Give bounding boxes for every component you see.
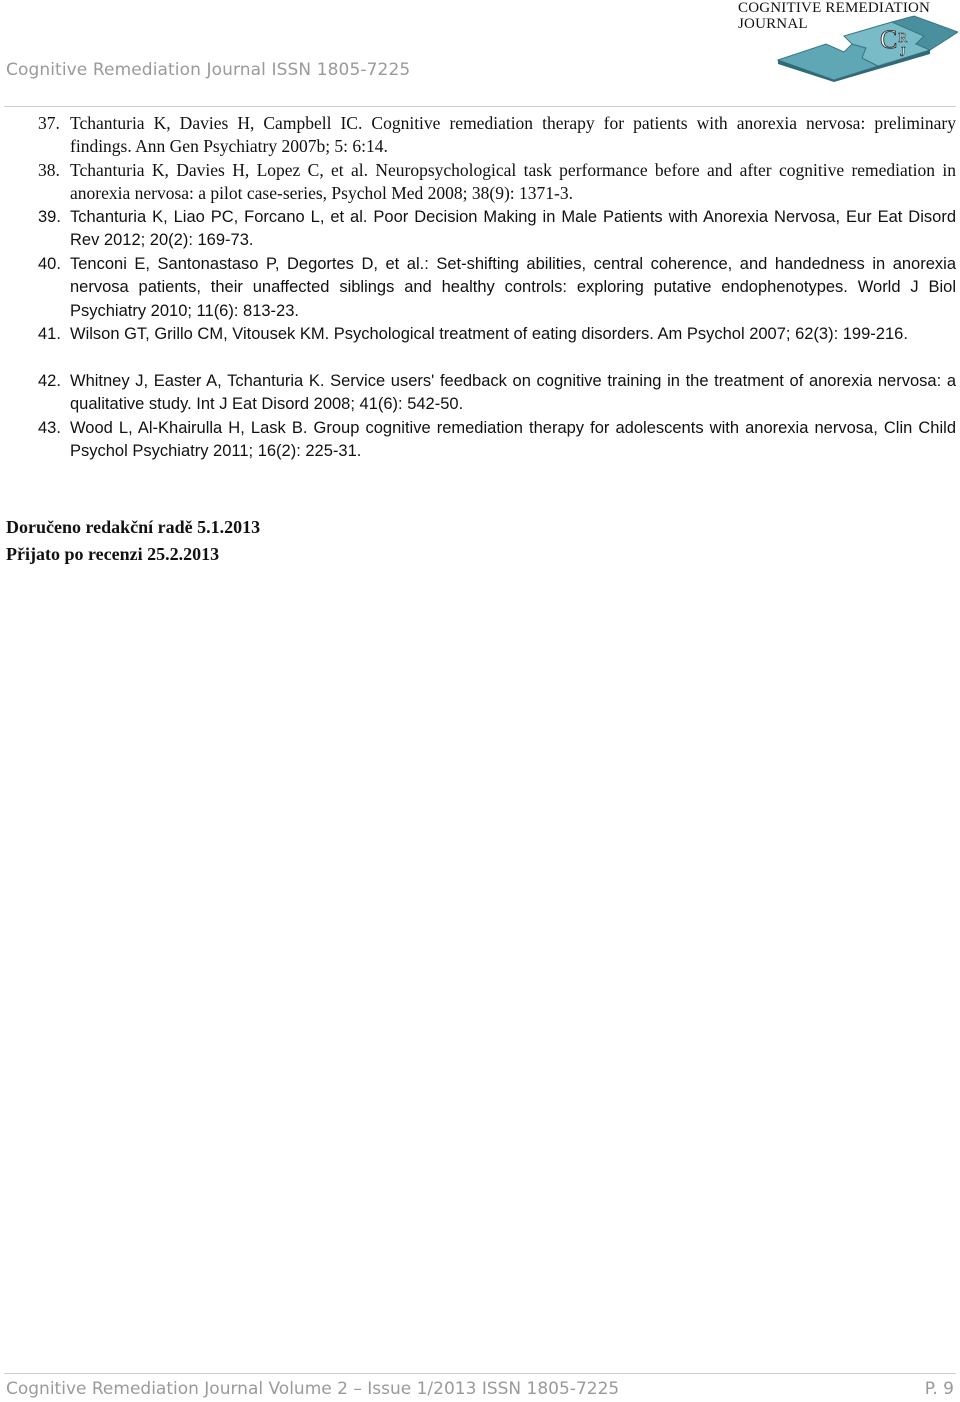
reference-text: Tchanturia K, Davies H, Campbell IC. Cognitive remediation therapy for patients with anorexia nervosa: preliminary findings. Ann Gen Psychiatry 2007b; 5: 6:14. <box>70 113 956 157</box>
reference-item <box>38 323 956 346</box>
reference-number: 40. <box>38 255 61 273</box>
footer-divider <box>4 1373 956 1374</box>
puzzle-logo-icon <box>774 14 958 82</box>
page-number: P. 9 <box>924 1379 954 1399</box>
reference-item <box>38 206 956 253</box>
reference-item <box>38 417 956 464</box>
svg-text:R: R <box>898 31 908 46</box>
reference-item <box>38 112 956 159</box>
accepted-date-line: Přijato po recenzi 25.2.2013 <box>6 544 220 564</box>
reference-text: Tenconi E, Santonastaso P, Degortes D, et al.: Set-shifting abilities, central coherence, and handedness in anorexia nervosa patients, their unaffected siblings and healthy controls: exploring putative endophenotypes. World J Biol Psychiatry 2010; 11(6): 813-23. <box>70 255 956 320</box>
reference-text: Wilson GT, Grillo CM, Vitousek KM. Psychological treatment of eating disorders. Am Psychol 2007; 62(3): 199-216. <box>70 325 908 343</box>
reference-text: Tchanturia K, Liao PC, Forcano L, et al. Poor Decision Making in Male Patients with Anorexia Nervosa, Eur Eat Disord Rev 2012; 20(2): 169-73. <box>70 208 956 250</box>
journal-logo <box>736 0 958 82</box>
reference-item <box>38 159 956 206</box>
reference-number: 43. <box>38 419 61 437</box>
svg-text:J: J <box>900 45 906 60</box>
header-divider <box>4 106 956 107</box>
logo-text-line1: COGNITIVE REMEDIATION <box>738 0 931 16</box>
svg-text:C: C <box>880 25 898 54</box>
footer-journal-info: Cognitive Remediation Journal Volume 2 – Issue 1/2013 ISSN 1805-7225 <box>6 1379 620 1399</box>
logo-text-line2: JOURNAL <box>738 16 808 32</box>
received-date-line: Doručeno redakční radě 5.1.2013 <box>6 517 261 537</box>
reference-text: Wood L, Al-Khairulla H, Lask B. Group cognitive remediation therapy for adolescents with anorexia nervosa, Clin Child Psychol Psychiatry 2011; 16(2): 225-31. <box>70 419 956 461</box>
reference-number: 37. <box>38 113 60 133</box>
reference-item <box>38 253 956 323</box>
reference-number: 38. <box>38 160 60 180</box>
reference-text: Tchanturia K, Davies H, Lopez C, et al. Neuropsychological task performance before and after cognitive remediation in anorexia nervosa: a pilot case-series, Psychol Med 2008; 38(9): 1371-3. <box>70 160 956 204</box>
reference-number: 39. <box>38 208 61 226</box>
reference-number: 41. <box>38 325 61 343</box>
reference-text: Whitney J, Easter A, Tchanturia K. Service users' feedback on cognitive training in the treatment of anorexia nervosa: a qualitative study. Int J Eat Disord 2008; 41(6): 542-50. <box>70 372 956 414</box>
reference-item <box>38 370 956 417</box>
journal-header-title: Cognitive Remediation Journal ISSN 1805-7225 <box>6 60 411 80</box>
received-dates <box>6 514 260 568</box>
reference-number: 42. <box>38 372 61 390</box>
